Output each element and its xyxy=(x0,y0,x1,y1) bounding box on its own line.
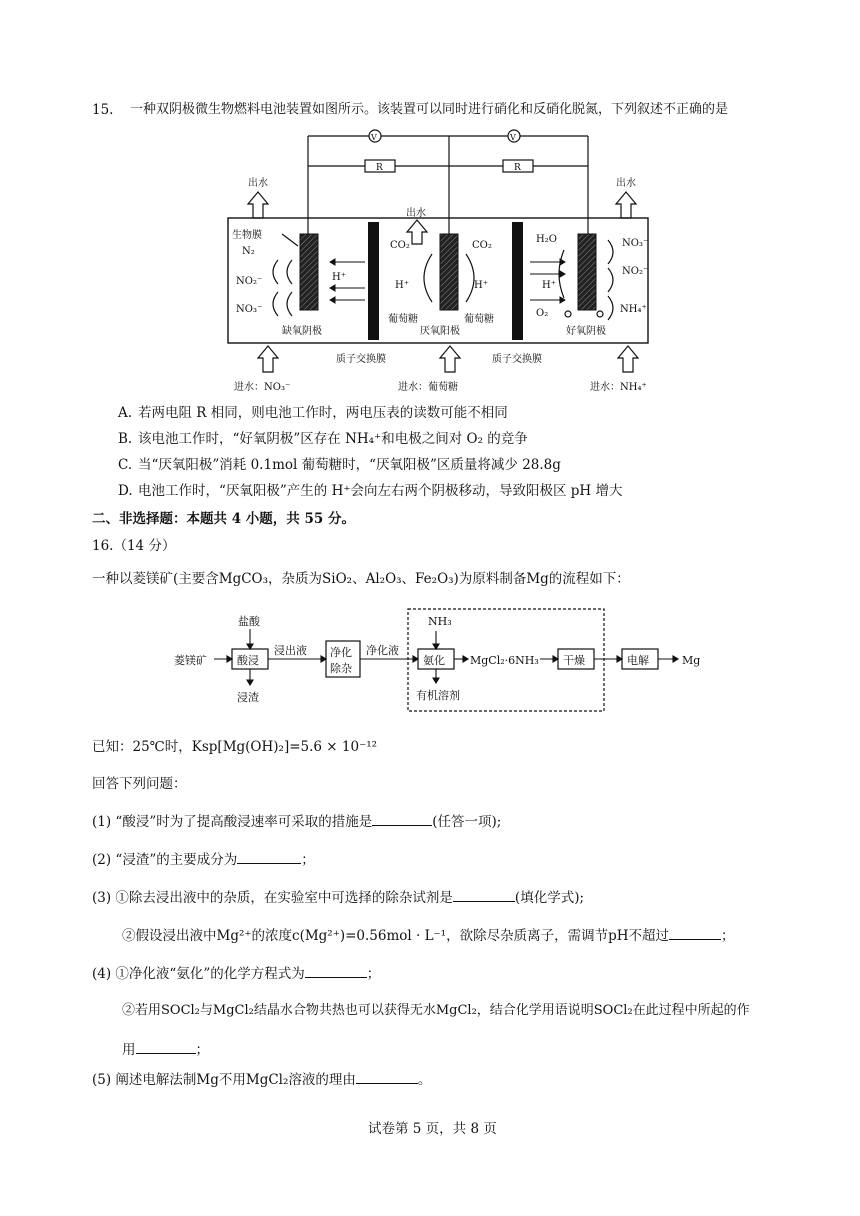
anaerobic-anode-electrode xyxy=(440,234,458,310)
answer-blank-2[interactable] xyxy=(237,850,301,864)
outlet-left-label: 出水 xyxy=(248,178,268,189)
flow-mg: Mg xyxy=(682,654,701,667)
section-heading: 二、非选择题：本题共 4 小题，共 55 分。 xyxy=(92,511,355,527)
resistor-right-label: R xyxy=(514,163,521,173)
co2-right: CO₂ xyxy=(472,240,492,251)
flow-purify-1: 净化 xyxy=(330,646,352,659)
q16-header: 16.（14 分） xyxy=(92,538,176,554)
outlet-right-label: 出水 xyxy=(616,178,636,189)
answer-prompt: 回答下列问题： xyxy=(92,776,187,792)
glucose-left: 葡萄糖 xyxy=(388,314,418,325)
flow-electrolysis: 电解 xyxy=(627,654,649,667)
right-no2: NO₂⁻ xyxy=(622,266,649,277)
flow-leachate: 浸出液 xyxy=(274,644,307,657)
inlet-left-label: 进水：NO₃⁻ xyxy=(234,382,291,393)
option-a-letter: A. xyxy=(118,405,133,421)
flow-product: MgCl₂·6NH₃ xyxy=(470,654,539,667)
part-4-2-cont: 用 ； xyxy=(122,1042,209,1058)
answer-blank-7[interactable] xyxy=(356,1070,418,1084)
right-no3: NO₃⁻ xyxy=(622,238,649,249)
flow-acid: 盐酸 xyxy=(238,615,260,628)
part-3-2: ②假设浸出液中Mg²⁺的浓度c(Mg²⁺)=0.56mol · L⁻¹，欲除尽杂质离子，需调节pH不超过 ； xyxy=(122,928,735,944)
membrane-left-label: 质子交换膜 xyxy=(336,354,386,365)
right-h2o: H₂O xyxy=(536,234,557,245)
answer-blank-3[interactable] xyxy=(453,888,515,902)
inlet-middle-label: 进水：葡萄糖 xyxy=(398,382,458,393)
flow-solvent: 有机溶剂 xyxy=(416,689,460,702)
flow-purify-2: 除杂 xyxy=(330,662,352,675)
anaerobic-anode-label: 厌氧阳极 xyxy=(420,326,460,337)
flow-residue: 浸渣 xyxy=(237,691,259,704)
option-d-letter: D. xyxy=(118,483,133,499)
right-h-plus: H⁺ xyxy=(542,280,556,291)
answer-blank-5[interactable] xyxy=(305,964,367,978)
membrane-right xyxy=(512,222,523,340)
left-species-no2: NO₂⁻ xyxy=(236,276,263,287)
flow-dry: 干燥 xyxy=(563,654,585,667)
q15-number: 15. xyxy=(92,102,114,118)
anoxic-cathode-label: 缺氧阴极 xyxy=(282,326,322,337)
part-4-2: ②若用SOCl₂与MgCl₂结晶水合物共热也可以获得无水MgCl₂，结合化学用语说明SOCl₂在此过程中所起的作 xyxy=(122,1003,750,1018)
inlet-right-label: 进水：NH₄⁺ xyxy=(590,382,647,393)
middle-h-plus-left: H⁺ xyxy=(395,280,409,291)
biofilm-label: 生物膜 xyxy=(232,230,262,241)
aerobic-cathode-label: 好氧阴极 xyxy=(566,326,606,337)
membrane-left xyxy=(368,222,379,340)
answer-blank-6[interactable] xyxy=(136,1040,196,1054)
right-o2: O₂ xyxy=(536,308,549,319)
outlet-middle-label: 出水 xyxy=(406,208,426,219)
flow-ore: 菱镁矿 xyxy=(174,654,207,667)
co2-left: CO₂ xyxy=(390,240,410,251)
membrane-right-label: 质子交换膜 xyxy=(492,354,542,365)
process-flowchart xyxy=(170,605,710,715)
option-c-text: 当“厌氧阳极”消耗 0.1mol 葡萄糖时，“厌氧阳极”区质量将减少 28.8g xyxy=(138,457,561,473)
option-b-text: 该电池工作时，“好氧阴极”区存在 NH₄⁺和电极之间对 O₂ 的竞争 xyxy=(138,431,528,447)
voltmeter-left-label: V xyxy=(371,133,377,142)
part-5: (5) 阐述电解法制Mg不用MgCl₂溶液的理由 。 xyxy=(92,1072,432,1088)
known-ksp: 已知：25℃时，Ksp[Mg(OH)₂]=5.6 × 10⁻¹² xyxy=(92,739,378,755)
middle-h-plus-right: H⁺ xyxy=(474,280,488,291)
fuel-cell-diagram xyxy=(220,122,670,394)
left-h-plus: H⁺ xyxy=(332,272,346,283)
aerobic-cathode-electrode xyxy=(578,234,596,310)
resistor-left-label: R xyxy=(376,163,383,173)
right-nh4: NH₄⁺ xyxy=(620,304,647,315)
option-d-text: 电池工作时，“厌氧阳极”产生的 H⁺会向左右两个阴极移动，导致阳极区 pH 增大 xyxy=(138,483,623,499)
anoxic-cathode-electrode xyxy=(300,234,318,310)
q16-intro: 一种以菱镁矿(主要含MgCO₃，杂质为SiO₂、Al₂O₃、Fe₂O₃)为原料制备Mg的流程如下： xyxy=(92,571,630,587)
answer-blank-4[interactable] xyxy=(669,926,721,940)
glucose-right: 葡萄糖 xyxy=(464,314,494,325)
flow-leach: 酸浸 xyxy=(237,654,259,667)
voltmeter-right-label: V xyxy=(510,133,516,142)
page-footer: 试卷第 5 页，共 8 页 xyxy=(368,1121,497,1137)
left-species-no3: NO₃⁻ xyxy=(236,304,263,315)
flow-ammoniate: 氨化 xyxy=(423,654,445,667)
answer-blank-1[interactable] xyxy=(372,812,432,826)
part-3-1: (3) ①除去浸出液中的杂质，在实验室中可选择的除杂试剂是 (填化学式); xyxy=(92,890,585,906)
inlet-arrows xyxy=(258,346,638,372)
option-a-text: 若两电阻 R 相同，则电池工作时，两电压表的读数可能不相同 xyxy=(138,405,508,421)
option-b-letter: B. xyxy=(118,431,133,447)
part-4-1: (4) ①净化液“氨化”的化学方程式为 ； xyxy=(92,966,381,982)
flow-purified: 净化液 xyxy=(366,644,399,657)
part-2: (2) “浸渣”的主要成分为 ； xyxy=(92,852,315,868)
option-c-letter: C. xyxy=(118,457,133,473)
left-species-n2: N₂ xyxy=(242,246,255,257)
flow-nh3: NH₃ xyxy=(428,615,452,628)
q15-stem: 一种双阴极微生物燃料电池装置如图所示。该装置可以同时进行硝化和反硝化脱氮，下列叙述不正确的是 xyxy=(130,102,729,117)
part-1: (1) “酸浸”时为了提高酸浸速率可采取的措施是 (任答一项); xyxy=(92,814,502,830)
